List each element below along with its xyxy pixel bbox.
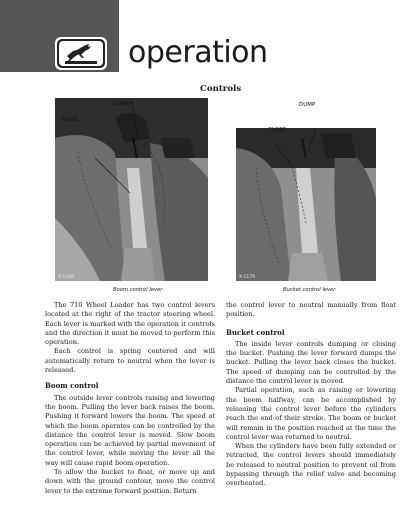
heading-bucket-control: Bucket control	[226, 327, 285, 337]
right-column	[226, 301, 396, 489]
caption-boom-control: Boom control lever	[113, 287, 163, 293]
boom-control-photo	[55, 98, 208, 281]
callout-dump: DUMP	[299, 102, 316, 108]
paragraph: The inside lever controls dumping or closing the bucket. Pushing the lever forward dumps the bucket. Pulling the lever back closes the bucket. The speed of dumping can be controlled by the distance the control lever is moved.	[226, 339, 396, 386]
paragraph: To allow the bucket to float, or move up and down with the ground contour, move the control lever to the extreme forward position. Return	[45, 468, 215, 495]
john-deere-logo	[55, 37, 107, 70]
paragraph: The 710 Wheel Loader has two control levers located at the right of the tractor steering wheel. Each lever is marked with the operation it controls and the direction it must be moved to perform this operation.	[45, 301, 215, 347]
left-column	[45, 301, 215, 496]
callout-raise: RAISE	[62, 117, 79, 123]
page-title: operation	[128, 35, 268, 70]
caption-bucket-control: Bucket control lever	[283, 287, 336, 293]
paragraph: Partial operation, such as raising or lowering the boom halfway, can be accomplished by releasing the control lever before the cylinders reach the end of their stroke. The boom or bucket will remain in the position reached at the time the control lever was returned to neutral.	[226, 386, 396, 441]
callout-lower: LOWER	[114, 101, 135, 107]
paragraph: When the cylinders have been fully extended or retracted, the control levers should immediately be released to neutral position to prevent oil from bypassing through the relief valve and becoming overheated.	[226, 442, 396, 488]
section-heading: Controls	[200, 84, 242, 94]
photo-number-bucket: X-1179	[239, 275, 255, 280]
paragraph: the control lever to neutral manually from float position.	[226, 301, 396, 319]
paragraph: The outside lever controls raising and lowering the boom. Pulling the lever back raises the boom. Pushing it forward lowers the boom. The speed at which the boom operates can be controlled by the distance the control lever is moved. Slow boom operation can be achieved by partial movement of the control lever, while moving the lever all the way will cause rapid boom operation.	[45, 393, 215, 467]
heading-boom-control: Boom control	[45, 381, 99, 391]
paragraph: Each control is spring centered and will automatically return to neutral when the lever is released.	[45, 347, 215, 375]
bucket-control-photo	[236, 128, 376, 281]
photo-number-boom: X-1148	[58, 275, 74, 280]
callout-close: CLOSE	[268, 127, 287, 133]
header-gray-block	[0, 0, 119, 72]
